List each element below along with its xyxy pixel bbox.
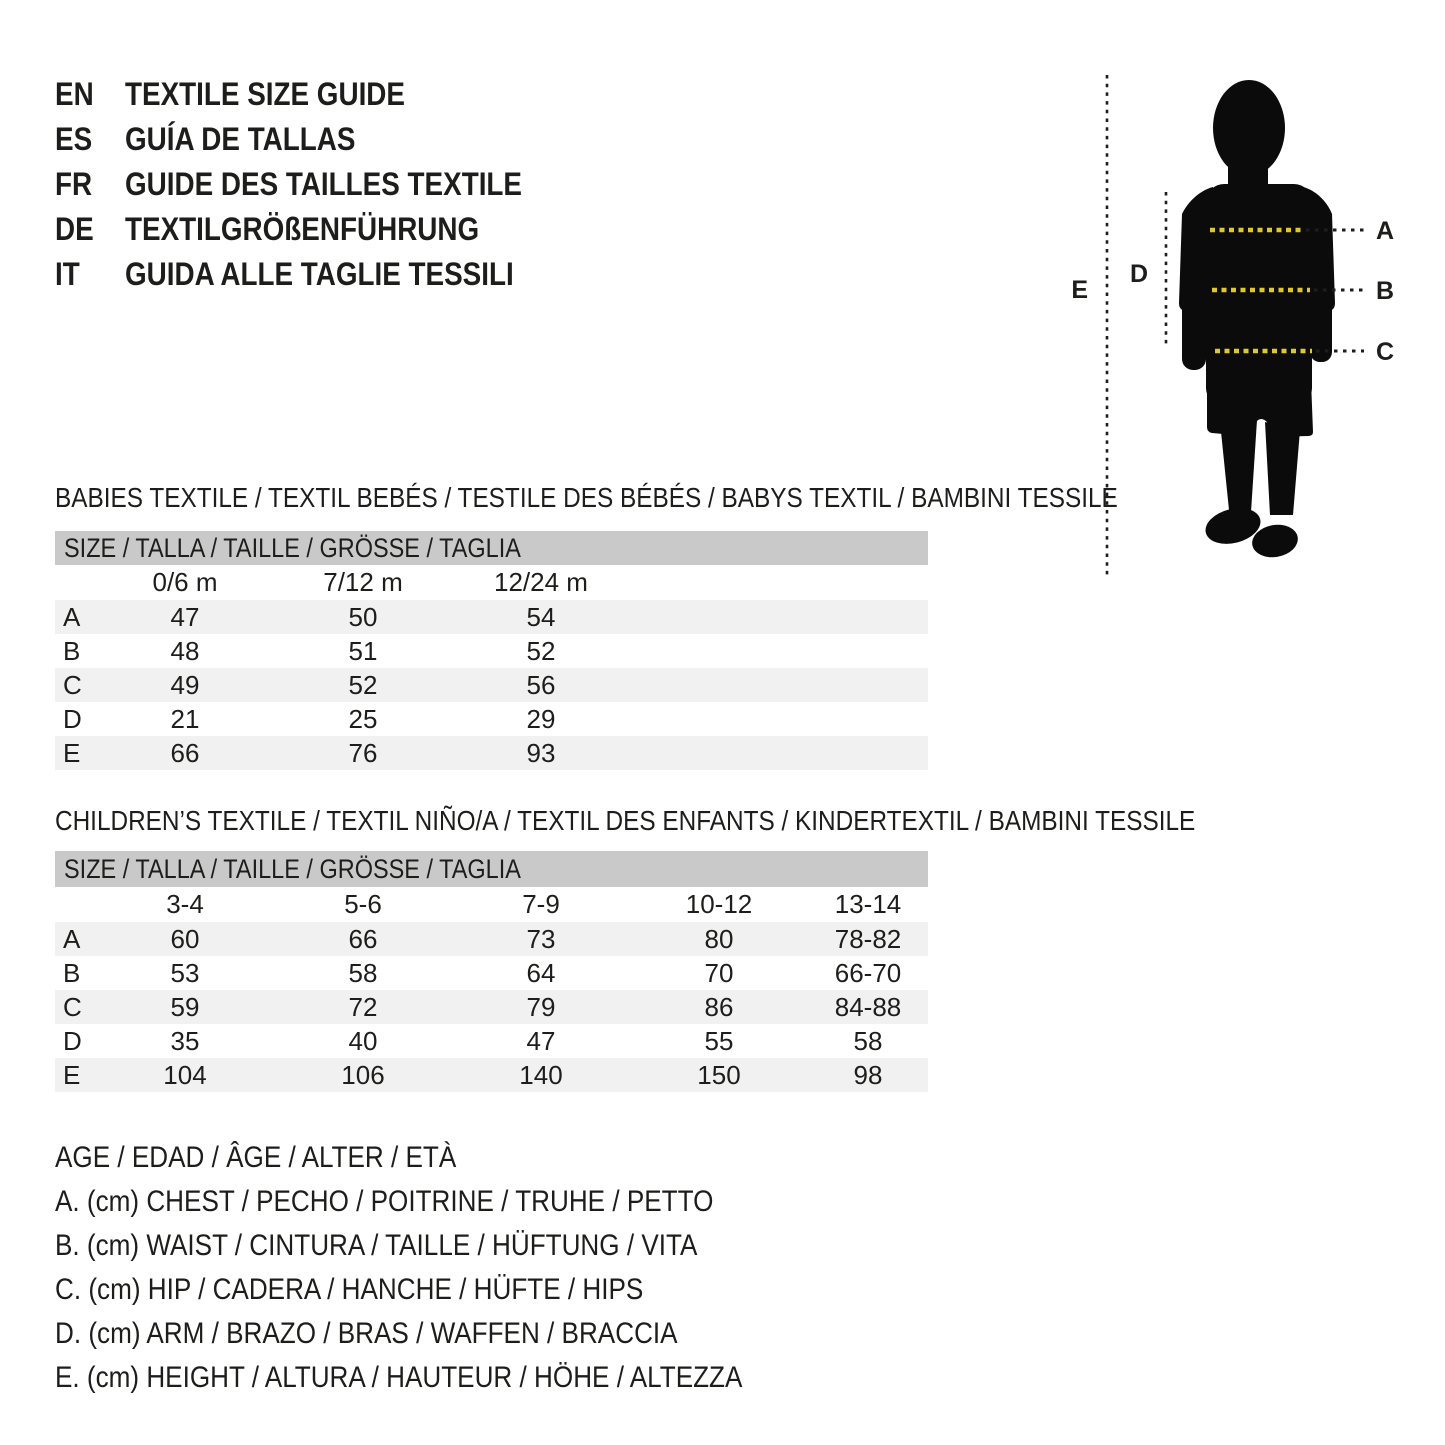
row-label: E <box>63 737 81 768</box>
legend-line: A. (cm) CHEST / PECHO / POITRINE / TRUHE / PETTO <box>55 1185 714 1218</box>
label-b: B <box>1376 277 1395 305</box>
table-column-headers <box>55 565 928 600</box>
table-cell: 47 <box>526 1025 556 1056</box>
babies-size-table <box>55 531 928 770</box>
guide-title: TEXTILE SIZE GUIDE <box>125 76 405 112</box>
table-row <box>55 922 928 956</box>
table-cell: 80 <box>704 923 734 954</box>
children-size-table <box>55 851 928 1092</box>
babies-section-title: BABIES TEXTILE / TEXTIL BEBÉS / TESTILE DES BÉBÉS / BABYS TEXTIL / BAMBINI TESSILE <box>55 482 1118 513</box>
table-row <box>55 990 928 1024</box>
language-code: EN <box>55 76 94 112</box>
language-code: DE <box>55 211 94 247</box>
table-cell: 66-70 <box>834 957 902 988</box>
row-label: C <box>63 669 82 700</box>
label-a: A <box>1376 217 1395 245</box>
label-d: D <box>1129 260 1148 288</box>
language-row <box>55 252 581 297</box>
row-label: B <box>63 957 81 988</box>
table-cell: 58 <box>348 957 378 988</box>
language-code: IT <box>55 256 80 292</box>
column-header: 7-9 <box>522 889 560 919</box>
table-cell: 93 <box>526 737 556 768</box>
table-cell: 66 <box>170 737 200 768</box>
column-header: 7/12 m <box>323 567 403 597</box>
table-column-headers <box>55 887 928 922</box>
table-cell: 140 <box>519 1059 563 1090</box>
table-row <box>55 668 928 702</box>
column-header: 3-4 <box>166 889 204 919</box>
column-header: 5-6 <box>344 889 382 919</box>
guide-title: TEXTILGRÖßENFÜHRUNG <box>125 211 480 247</box>
children-section-title: CHILDREN’S TEXTILE / TEXTIL NIÑO/A / TEXTIL DES ENFANTS / KINDERTEXTIL / BAMBINI TESSILE <box>55 805 1196 836</box>
table-cell: 150 <box>697 1059 741 1090</box>
measurement-figure-svg <box>1060 60 1445 600</box>
table-cell: 60 <box>170 923 200 954</box>
table-cell: 21 <box>170 703 200 734</box>
row-label: B <box>63 635 81 666</box>
row-label: C <box>63 991 82 1022</box>
guide-title: GUÍA DE TALLAS <box>125 121 356 157</box>
language-row <box>55 117 581 162</box>
table-cell: 84-88 <box>834 991 902 1022</box>
table-cell: 48 <box>170 635 200 666</box>
table-row <box>55 600 928 634</box>
row-label: A <box>63 601 81 632</box>
label-c: C <box>1376 338 1395 366</box>
row-label: D <box>63 1025 82 1056</box>
table-cell: 79 <box>526 991 556 1022</box>
language-code: FR <box>55 166 93 202</box>
legend-line: E. (cm) HEIGHT / ALTURA / HAUTEUR / HÖHE / ALTEZZA <box>55 1361 743 1394</box>
table-cell: 59 <box>170 991 200 1022</box>
table-row <box>55 956 928 990</box>
table-cell: 73 <box>526 923 556 954</box>
measurement-legend <box>55 1136 845 1400</box>
table-cell: 49 <box>170 669 200 700</box>
language-row <box>55 72 581 117</box>
table-row <box>55 736 928 770</box>
table-cell: 50 <box>348 601 378 632</box>
table-cell: 64 <box>526 957 556 988</box>
table-cell: 55 <box>704 1025 734 1056</box>
table-cell: 66 <box>348 923 378 954</box>
table-cell: 106 <box>341 1059 385 1090</box>
language-code: ES <box>55 121 93 157</box>
column-header: 10-12 <box>685 889 753 919</box>
table-size-header: SIZE / TALLA / TAILLE / GRÖSSE / TAGLIA <box>55 531 928 565</box>
column-header: 0/6 m <box>152 567 218 597</box>
table-cell: 51 <box>348 635 378 666</box>
table-row <box>55 1058 928 1092</box>
table-cell: 98 <box>853 1059 883 1090</box>
table-cell: 56 <box>526 669 556 700</box>
table-cell: 58 <box>853 1025 883 1056</box>
table-cell: 54 <box>526 601 556 632</box>
measurement-figure <box>1060 60 1445 600</box>
column-header: 13-14 <box>834 889 902 919</box>
table-row <box>55 634 928 668</box>
legend-line: D. (cm) ARM / BRAZO / BRAS / WAFFEN / BRACCIA <box>55 1317 678 1350</box>
row-label: D <box>63 703 82 734</box>
table-cell: 29 <box>526 703 556 734</box>
table-cell: 78-82 <box>834 923 902 954</box>
table-size-header: SIZE / TALLA / TAILLE / GRÖSSE / TAGLIA <box>55 851 928 887</box>
table-cell: 25 <box>348 703 378 734</box>
table-cell: 35 <box>170 1025 200 1056</box>
row-label: A <box>63 923 81 954</box>
guide-title: GUIDE DES TAILLES TEXTILE <box>125 166 523 202</box>
language-title-list <box>55 72 581 297</box>
language-row <box>55 207 581 252</box>
legend-line: C. (cm) HIP / CADERA / HANCHE / HÜFTE / HIPS <box>55 1273 644 1306</box>
table-cell: 47 <box>170 601 200 632</box>
row-label: E <box>63 1059 81 1090</box>
legend-line: B. (cm) WAIST / CINTURA / TAILLE / HÜFTUNG / VITA <box>55 1229 698 1262</box>
table-cell: 53 <box>170 957 200 988</box>
table-cell: 52 <box>526 635 556 666</box>
table-cell: 72 <box>348 991 378 1022</box>
table-cell: 40 <box>348 1025 378 1056</box>
table-cell: 76 <box>348 737 378 768</box>
guide-title: GUIDA ALLE TAGLIE TESSILI <box>125 256 514 292</box>
language-row <box>55 162 581 207</box>
table-cell: 86 <box>704 991 734 1022</box>
legend-line: AGE / EDAD / ÂGE / ALTER / ETÀ <box>55 1141 457 1174</box>
table-cell: 104 <box>163 1059 207 1090</box>
table-row <box>55 1024 928 1058</box>
table-cell: 70 <box>704 957 734 988</box>
table-cell: 52 <box>348 669 378 700</box>
column-header: 12/24 m <box>494 567 588 597</box>
label-e: E <box>1071 276 1088 304</box>
table-row <box>55 702 928 736</box>
